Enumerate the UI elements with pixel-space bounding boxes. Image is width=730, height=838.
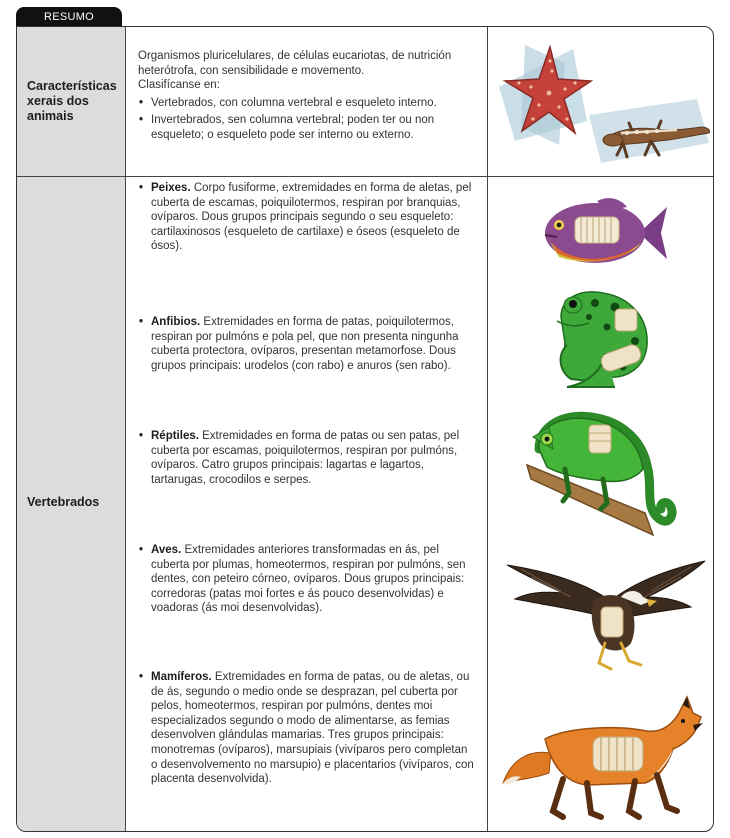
group-name: Aves. — [151, 544, 182, 556]
group-mammals — [138, 670, 476, 787]
general-description — [138, 49, 476, 143]
group-birds — [138, 543, 476, 616]
image-column-divider — [487, 27, 488, 831]
general-heading: Características xerais dos animais — [27, 79, 117, 123]
row-divider — [17, 176, 713, 177]
eagle-icon — [501, 557, 709, 675]
group-text: Extremidades en forma de patas, poiquilotermos, respiran por pulmóns e pola pel, que non presenta ningunha cuberta protectora, ovíparos, presentan metamorfose. Dous grupos principais: urodelos (con rabo) e anuros (sen rabo). — [151, 316, 459, 372]
vertebrates-heading: Vertebrados — [27, 495, 100, 509]
chameleon-icon — [525, 409, 685, 539]
general-intro: Organismos pluricelulares, de células eucariotas, de nutrición heterótrofa, con sensibilidade e movemento. — [138, 50, 452, 77]
heading-column — [17, 27, 126, 831]
fox-icon — [497, 683, 709, 823]
group-name: Réptiles. — [151, 430, 199, 442]
frog-icon — [545, 283, 657, 393]
group-name: Mamíferos. — [151, 671, 212, 683]
group-fish — [138, 181, 476, 254]
group-text: Extremidades anteriores transformadas en ás, pel cuberta por plumas, homeotermos, respiran por pulmóns, sen dentes, con peteiro córneo, ovíparos. Dous grupos principais: corredoras (patas moi fortes e ás pouco desenvolvidas) e voadoras (ás moi desenvolvidas). — [151, 544, 466, 615]
lizard-icon — [587, 97, 714, 167]
group-text: Extremidades en forma de patas ou sen patas, pel cuberta por escamas, poiquilotermos, respiran por pulmóns, ovíparos. Catro grupos principais: lagartas e lagartos, tartarugas, crocodilos e serpes. — [151, 430, 460, 486]
group-text: Corpo fusiforme, extremidades en forma de aletas, pel cuberta de escamas, poiquilotermos, respiran por branquias, ovíparos. Dous grupos principais segundo o seu esqueleto: cartilaxinosos (esqueleto de cartilaxe) e óseos (esqueleto de ósos). — [151, 182, 472, 253]
resumo-tab: RESUMO — [16, 7, 122, 27]
group-amphibians — [138, 315, 476, 373]
fish-icon — [537, 193, 669, 273]
summary-table — [16, 26, 714, 832]
group-name: Anfibios. — [151, 316, 201, 328]
classify-label: Clasifícanse en: — [138, 79, 220, 92]
group-name: Peixes. — [151, 182, 191, 194]
group-reptiles — [138, 429, 476, 487]
bullet-vertebrates: • Vertebrados, con columna vertebral e esqueleto interno. — [138, 96, 476, 111]
bullet-invertebrates: • Invertebrados, sen columna vertebral; poden ter ou non esqueleto; o esqueleto pode ser interno ou externo. — [138, 113, 476, 142]
group-text: Extremidades en forma de patas, ou de aletas, ou de ás, segundo o medio onde se desprazan, pel cuberta por pelos, homeotermos, respiran por pulmóns, dentes moi especializados segundo o modo de alimentarse, as femias desenvolven glándulas mamarias. Tres grupos principais: monotremas (ovíparos), marsupiais (vivíparos pero completan o desenvolvemento no marsupio) e placentarios (vivíparos, con placenta desenvolvida). — [151, 671, 474, 786]
